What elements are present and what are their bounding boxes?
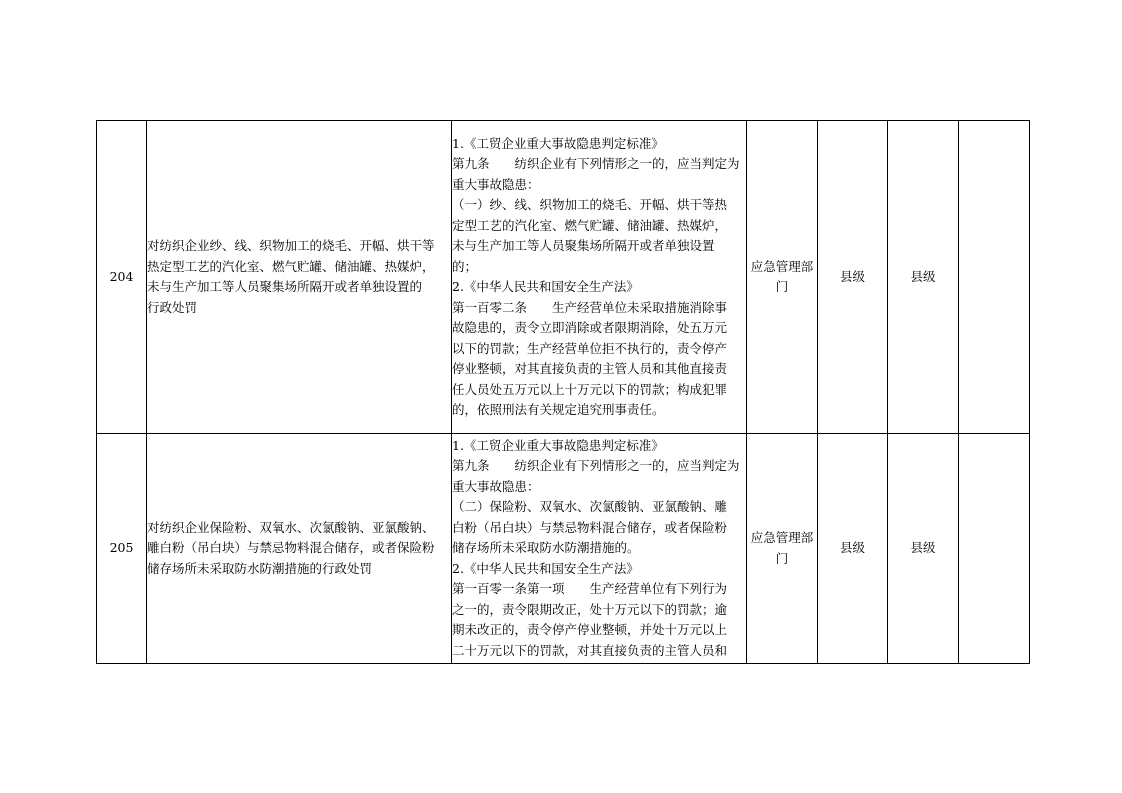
basis-line: 的； [452, 258, 478, 274]
department-cell [747, 121, 818, 434]
basis-line: 第一百零一条第一项 生产经营单位有下列行为 [452, 581, 728, 597]
item-line: 行政处罚 [147, 299, 198, 315]
table-row [97, 434, 1030, 664]
level-cell: 县级 [818, 434, 888, 664]
basis-line: 2.《中华人民共和国安全生产法》 [452, 279, 639, 294]
department-line: 应急管理部 [750, 530, 814, 545]
item-name-cell [147, 434, 452, 664]
item-line: 对纺织企业保险粉、双氧水、次氯酸钠、亚氯酸钠、 [147, 519, 435, 535]
row-number: 205 [97, 434, 147, 664]
power-list-table [96, 120, 1030, 664]
basis-line: 重大事故隐患： [452, 478, 540, 494]
basis-line: 白粉（吊白块）与禁忌物料混合储存，或者保险粉 [452, 519, 728, 535]
item-line: 对纺织企业纱、线、织物加工的烧毛、开幅、烘干等 [147, 238, 435, 253]
basis-line: （一）纱、线、织物加工的烧毛、开幅、烘干等热 [452, 197, 728, 212]
department-line: 门 [775, 279, 789, 294]
item-line: 未与生产加工等人员聚集场所隔开或者单独设置的 [147, 279, 423, 294]
basis-line: 1.《工贸企业重大事故隐患判定标准》 [452, 437, 664, 453]
basis-line: 未与生产加工等人员聚集场所隔开或者单独设置 [452, 238, 715, 253]
basis-line: 停业整顿，对其直接负责的主管人员和其他直接责 [452, 361, 728, 376]
department-cell [747, 434, 818, 664]
item-line: 雕白粉（吊白块）与禁忌物料混合储存，或者保险粉 [147, 540, 435, 556]
basis-line: 储存场所未采取防水防潮措施的。 [452, 540, 640, 556]
remark-cell [959, 434, 1030, 664]
basis-line: 1.《工贸企业重大事故隐患判定标准》 [452, 135, 664, 151]
item-line: 热定型工艺的汽化室、燃气贮罐、储油罐、热媒炉， [147, 258, 435, 274]
basis-line: 第一百零二条 生产经营单位未采取措施消除事 [452, 299, 728, 315]
item-line: 储存场所未采取防水防潮措施的行政处罚 [147, 560, 373, 576]
level-cell: 县级 [888, 434, 959, 664]
basis-line: 二十万元以下的罚款，对其直接负责的主管人员和 [452, 642, 728, 658]
basis-line: （二）保险粉、双氧水、次氯酸钠、亚氯酸钠、雕 [452, 499, 728, 515]
basis-line: 故隐患的，责令立即消除或者限期消除，处五万元 [452, 320, 728, 335]
department-line: 门 [775, 550, 789, 566]
basis-line: 以下的罚款；生产经营单位拒不执行的，责令停产 [452, 340, 728, 356]
row-number: 204 [97, 121, 147, 434]
basis-line: 重大事故隐患： [452, 176, 540, 192]
basis-line: 2.《中华人民共和国安全生产法》 [452, 560, 639, 576]
basis-line: 之一的，责令限期改正，处十万元以下的罚款；逾 [452, 601, 728, 617]
item-name-cell [147, 121, 452, 434]
table-row [97, 121, 1030, 434]
basis-line: 期未改正的，责令停产停业整顿，并处十万元以上 [452, 622, 728, 638]
basis-line: 定型工艺的汽化室、燃气贮罐、储油罐、热媒炉， [452, 217, 728, 233]
legal-basis-cell [452, 121, 747, 434]
department-line: 应急管理部 [750, 258, 814, 274]
legal-basis-cell [452, 434, 747, 664]
level-cell: 县级 [888, 121, 959, 434]
remark-cell [959, 121, 1030, 434]
basis-line: 第九条 纺织企业有下列情形之一的，应当判定为 [452, 156, 740, 171]
level-cell: 县级 [818, 121, 888, 434]
basis-line: 第九条 纺织企业有下列情形之一的，应当判定为 [452, 458, 740, 474]
basis-line: 任人员处五万元以上十万元以下的罚款；构成犯罪 [452, 381, 728, 397]
basis-line: 的，依照刑法有关规定追究刑事责任。 [452, 402, 665, 417]
